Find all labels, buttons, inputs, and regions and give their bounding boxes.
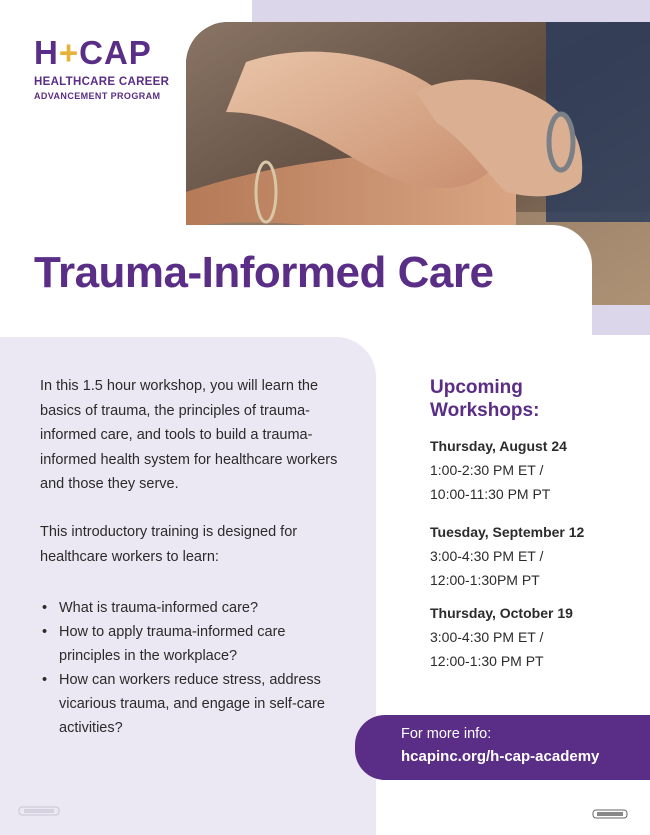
- union-bug-right: [592, 808, 628, 822]
- workshop-item: [430, 434, 630, 506]
- page-title: Trauma-Informed Care: [34, 248, 494, 297]
- workshop-time-et: 3:00-4:30 PM ET /: [430, 548, 544, 564]
- logo-line2: ADVANCEMENT PROGRAM: [34, 91, 161, 101]
- list-item: • What is trauma-informed care?: [40, 596, 340, 620]
- upcoming-title: Upcoming Workshops:: [430, 377, 540, 421]
- learning-list: [40, 596, 340, 740]
- workshop-item: [430, 601, 630, 673]
- logo-line1: HEALTHCARE CAREER: [34, 76, 170, 88]
- workshop-time-et: 1:00-2:30 PM ET /: [430, 462, 544, 478]
- intro-text: In this 1.5 hour workshop, you will learn the basics of trauma, the principles of trauma-informed care, and tools to build a trauma-informed health system for healthcare workers and those they serve.: [40, 378, 338, 492]
- workshop-item: [430, 520, 630, 592]
- more-info-label: For more info:: [401, 726, 492, 742]
- workshop-time-pt: 12:00-1:30 PM PT: [430, 653, 544, 669]
- workshop-time-pt: 12:00-1:30PM PT: [430, 572, 540, 588]
- union-bug-left: [18, 804, 60, 820]
- workshop-date: Thursday, October 19: [430, 605, 573, 621]
- intro-text-2: This introductory training is designed for healthcare workers to learn:: [40, 524, 298, 565]
- workshop-date: Tuesday, September 12: [430, 524, 585, 540]
- list-item: • How to apply trauma-informed care principles in the workplace?: [40, 620, 340, 668]
- workshop-date: Thursday, August 24: [430, 438, 567, 454]
- more-info-link[interactable]: hcapinc.org/h-cap-academy: [401, 748, 600, 765]
- logo-mark: H+CAP: [34, 34, 152, 71]
- workshop-time-pt: 10:00-11:30 PM PT: [430, 486, 551, 502]
- hcap-logo: [34, 36, 169, 101]
- list-item: • How can workers reduce stress, address vicarious trauma, and engage in self-care activities?: [40, 668, 340, 740]
- workshop-time-et: 3:00-4:30 PM ET /: [430, 629, 544, 645]
- more-info-box: [355, 715, 650, 780]
